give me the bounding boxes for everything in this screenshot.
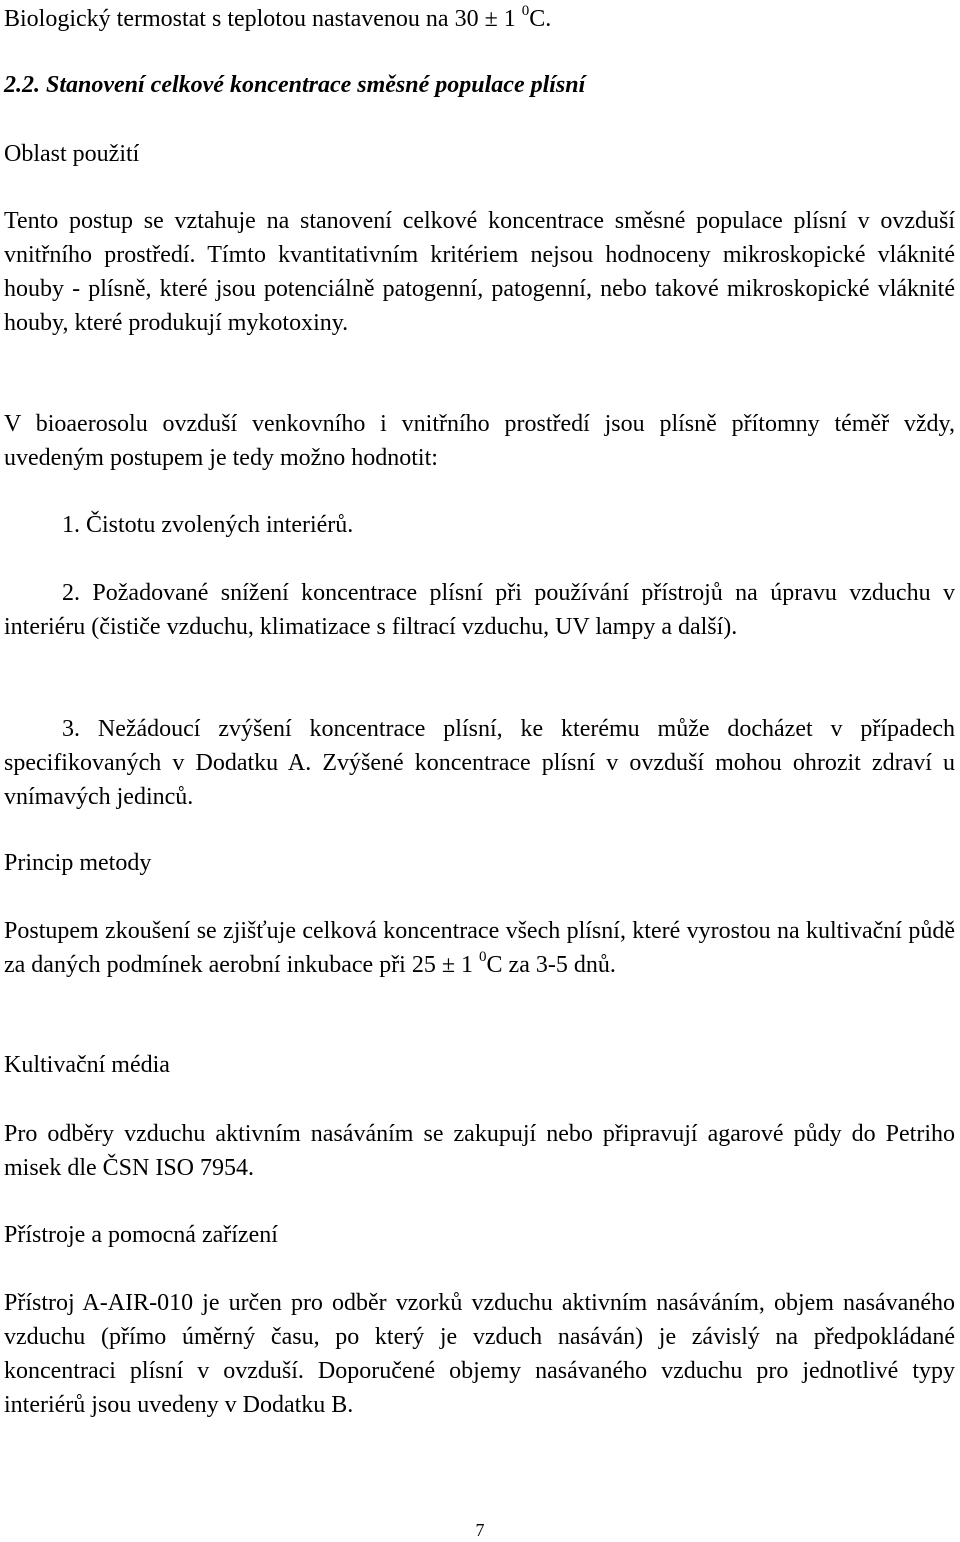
- subsection-title-media: Kultivační média: [4, 1052, 170, 1078]
- degree-superscript: 0: [479, 949, 487, 965]
- subsection-title-princip: Princip metody: [4, 850, 152, 876]
- princip-text-end: C za 3-5 dnů.: [486, 952, 616, 978]
- list-item-3: 3. Nežádoucí zvýšení koncentrace plísní, ke kterému může docházet v případech specifikovaných v Dodatku A. Zvýšené koncentrace plísní v ovzduší mohou ohrozit zdraví u vnímavých jedinců.: [4, 716, 955, 810]
- princip-paragraph: [4, 914, 955, 982]
- subsection-title-oblast: Oblast použití: [4, 141, 140, 167]
- degree-superscript: 0: [521, 3, 530, 19]
- subsection-title-pristroje: Přístroje a pomocná zařízení: [4, 1222, 278, 1248]
- section-heading: 2.2. Stanovení celkové koncentrace směsné populace plísní: [4, 72, 586, 98]
- equipment-line-text: Biologický termostat s teplotou nastavenou na 30 ± 1: [4, 6, 522, 32]
- list-item-1: 1. Čistotu zvolených interiérů.: [62, 512, 354, 538]
- princip-text: Postupem zkoušení se zjišťuje celková koncentrace všech plísní, které vyrostou na kultivační půdě za daných podmínek aerobní inkubace při 25 ± 1: [4, 918, 955, 978]
- equipment-line: [4, 2, 955, 36]
- equipment-line-unit: C.: [529, 6, 552, 32]
- oblast-paragraph-1: Tento postup se vztahuje na stanovení celkové koncentrace směsné populace plísní v ovzduší vnitřního prostředí. Tímto kvantitativním kritériem nejsou hodnoceny mikroskopické vláknité houby - plísně, které jsou potenciálně patogenní, patogenní, nebo takové mikroskopické vláknité houby, které produkují mykotoxiny.: [4, 208, 955, 336]
- pristroje-paragraph: Přístroj A-AIR-010 je určen pro odběr vzorků vzduchu aktivním nasáváním, objem nasávaného vzduchu (přímo úměrný času, po který je vzduch nasáván) je závislý na předpokládané koncentraci plísní v ovzduší. Doporučené objemy nasávaného vzduchu pro jednotlivé typy interiérů jsou uvedeny v Dodatku B.: [4, 1290, 955, 1418]
- page-number: 7: [475, 1520, 485, 1540]
- list-item-2: 2. Požadované snížení koncentrace plísní při používání přístrojů na úpravu vzduchu v interiéru (čističe vzduchu, klimatizace s filtrací vzduchu, UV lampy a další).: [4, 580, 955, 640]
- media-paragraph: Pro odběry vzduchu aktivním nasáváním se zakupují nebo připravují agarové půdy do Petriho misek dle ČSN ISO 7954.: [4, 1121, 955, 1181]
- oblast-paragraph-2: V bioaerosolu ovzduší venkovního i vnitřního prostředí jsou plísně přítomny téměř vždy, uvedeným postupem je tedy možno hodnotit:: [4, 411, 955, 471]
